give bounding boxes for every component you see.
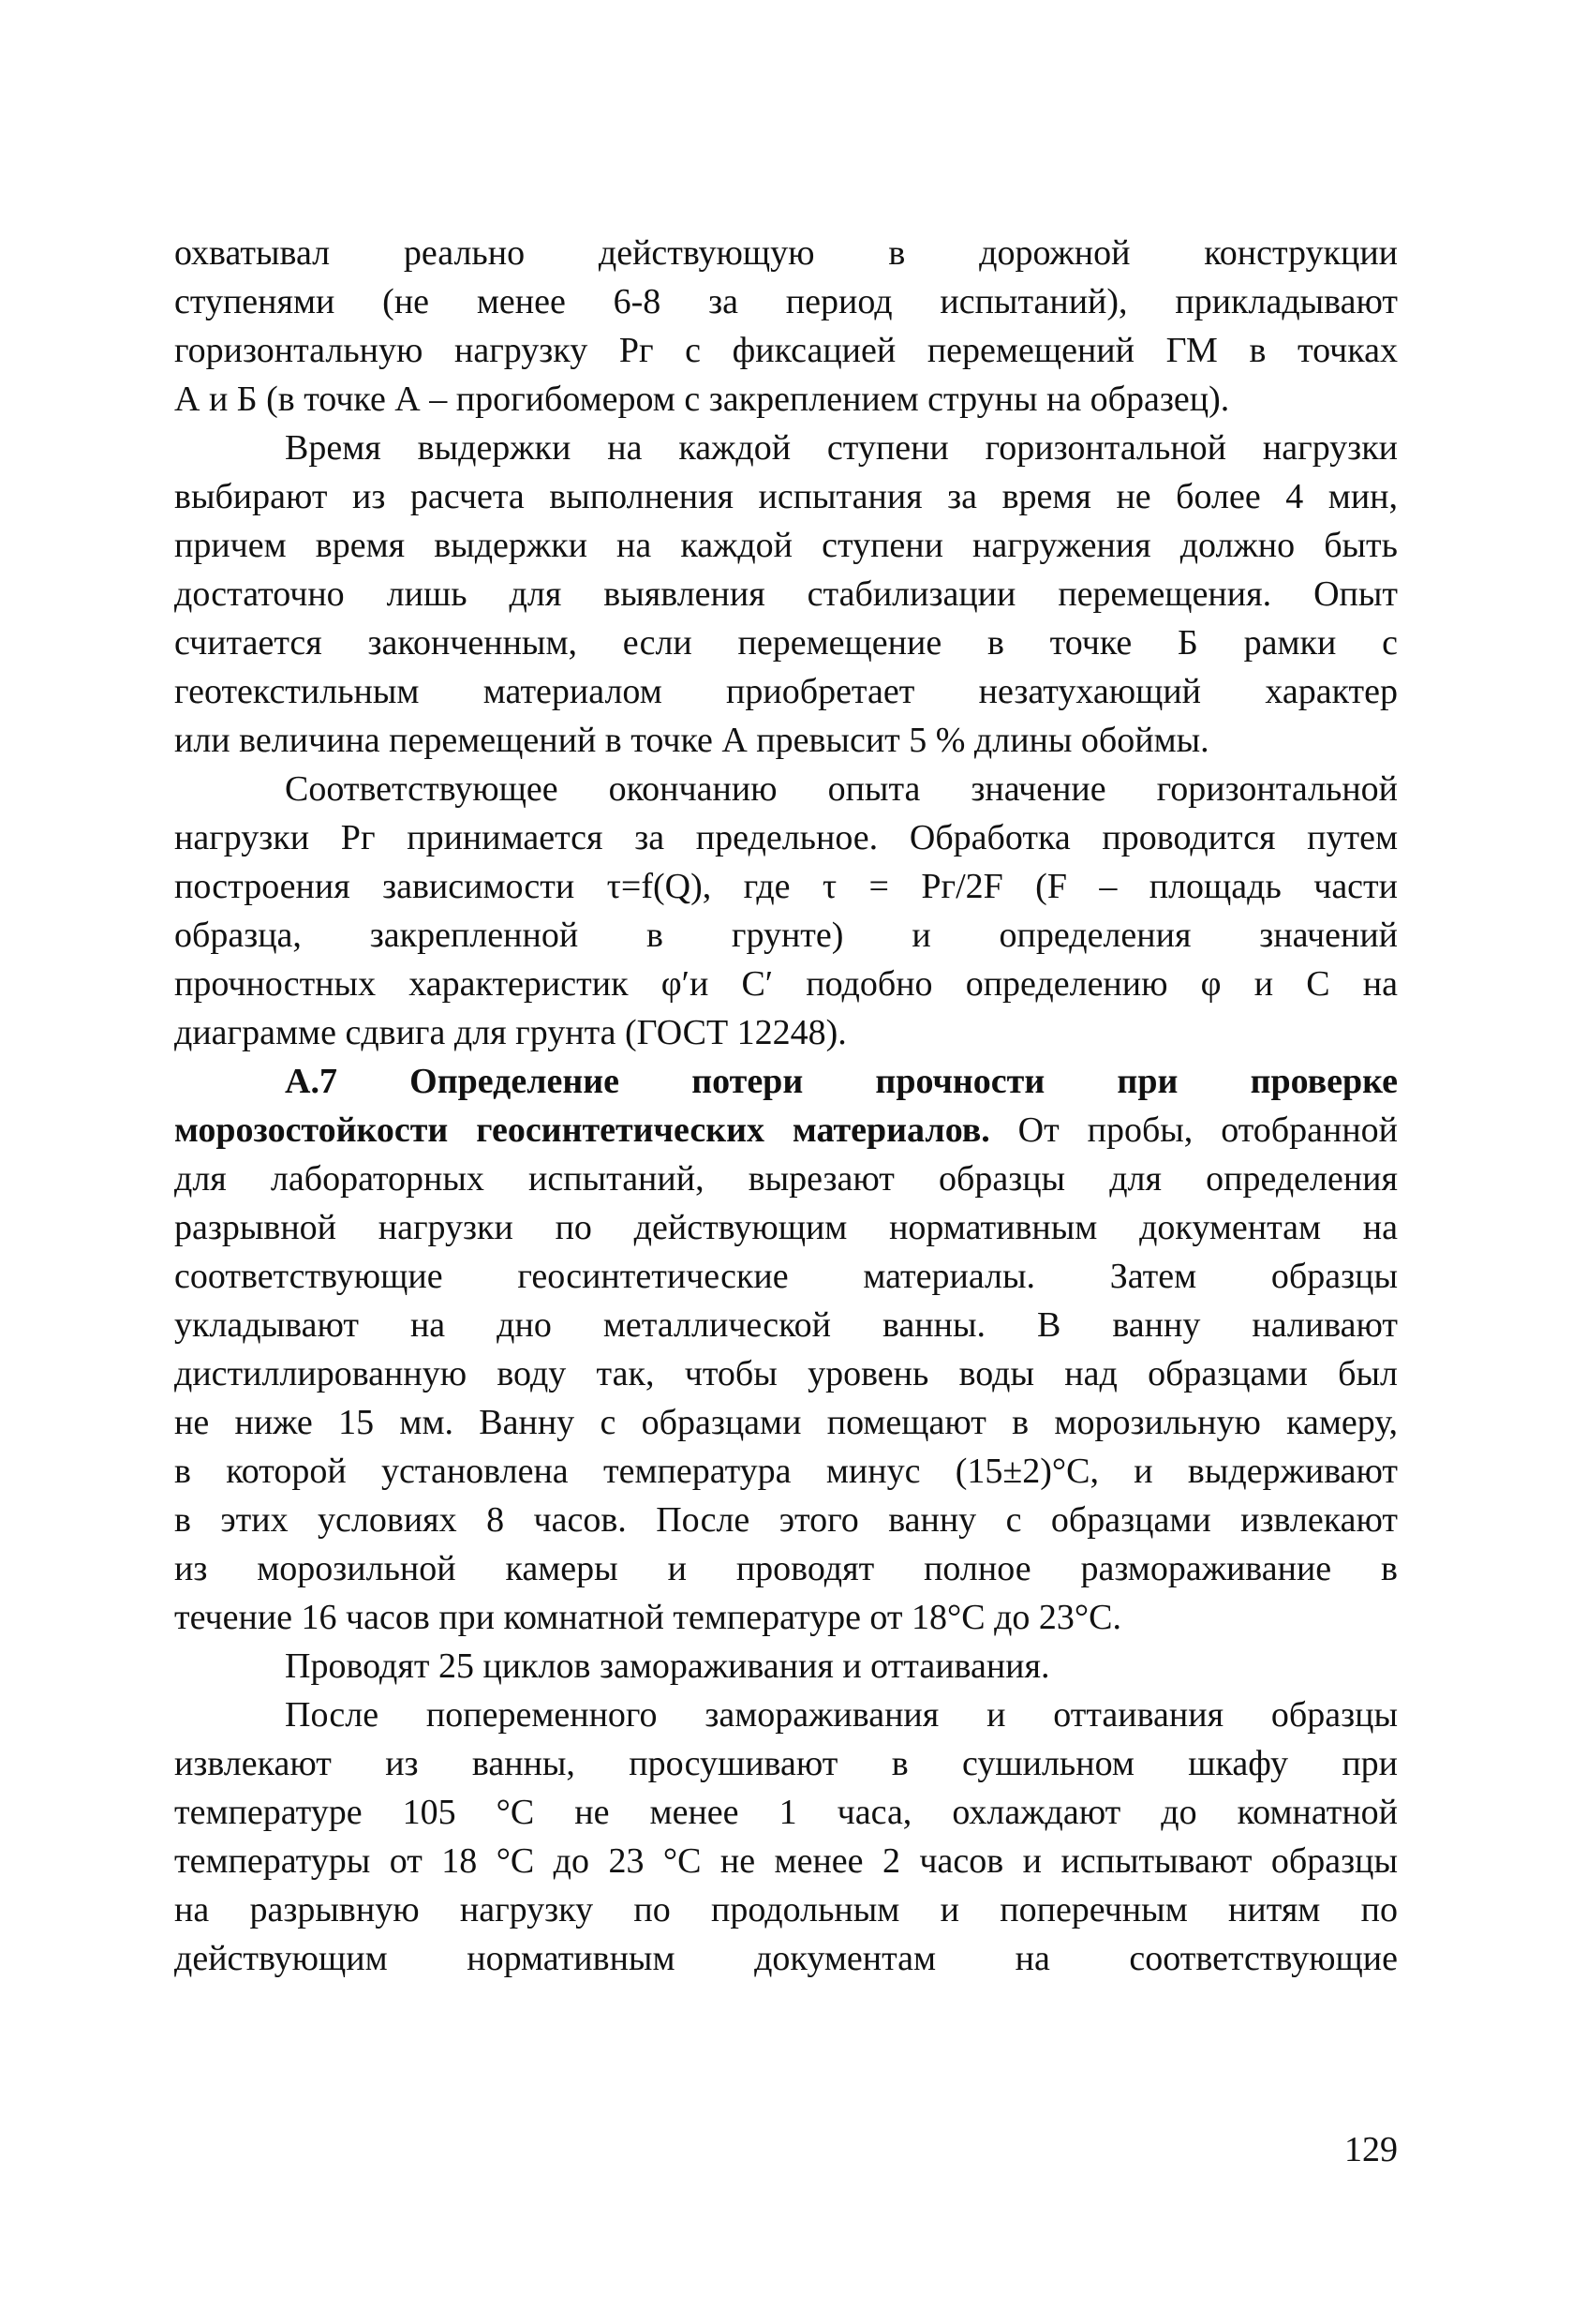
text-line: для лабораторных испытаний, вырезают образцы для определения [174,1159,1398,1199]
section-heading-text: морозостойкости геосинтетических материалов. [174,1110,990,1150]
text-line: соответствующие геосинтетические материалы. Затем образцы [174,1257,1398,1296]
text-line: А.7 Определение потери прочности при проверке [285,1062,1398,1101]
text-line: прочностных характеристик φ′и С′ подобно определению φ и С на [174,964,1398,1004]
text-line: или величина перемещений в точке А превысит 5 % длины обоймы. [174,721,1209,760]
text-line: температуры от 18 °С до 23 °С не менее 2 часов и испытывают образцы [174,1841,1398,1881]
text-line: считается законченным, если перемещение в точке Б рамки с [174,623,1398,663]
text-line: не ниже 15 мм. Ванну с образцами помещают в морозильную камеру, [174,1403,1398,1442]
text-line: выбирают из расчета выполнения испытания за время не более 4 мин, [174,477,1398,516]
text-line: После попеременного замораживания и оттаивания образцы [285,1695,1398,1735]
text-line: построения зависимости τ=f(Q), где τ = Pг/2F (F – площадь части [174,867,1398,906]
text-line: в этих условиях 8 часов. После этого ванну с образцами извлекают [174,1500,1398,1540]
text-line: укладывают на дно металлической ванны. В ванну наливают [174,1305,1398,1345]
text-line: из морозильной камеры и проводят полное размораживание в [174,1549,1398,1588]
page-number: 129 [1344,2130,1398,2169]
text-line: на разрывную нагрузку по продольным и поперечным нитям по [174,1890,1398,1929]
text-line: Время выдержки на каждой ступени горизонтальной нагрузки [285,428,1398,468]
text-line: течение 16 часов при комнатной температуре от 18°С до 23°С. [174,1598,1121,1637]
text-line: охватывал реально действующую в дорожной конструкции [174,233,1398,273]
text-line: горизонтальную нагрузку Pг с фиксацией перемещений ГМ в точках [174,331,1398,370]
text-line: нагрузки Pг принимается за предельное. Обработка проводится путем [174,818,1398,857]
text-line: достаточно лишь для выявления стабилизации перемещения. Опыт [174,574,1398,614]
text-line: геотекстильным материалом приобретает незатухающий характер [174,672,1398,711]
text-line: причем время выдержки на каждой ступени нагружения должно быть [174,526,1398,565]
text-line [174,1106,1398,1155]
text-line: диаграмме сдвига для грунта (ГОСТ 12248). [174,1013,847,1052]
text-line: Соответствующее окончанию опыта значение горизонтальной [285,769,1398,809]
line-text: От пробы, отобранной [989,1110,1398,1150]
text-line: действующим нормативным документам на соответствующие [174,1939,1398,1978]
body-text [174,229,1398,1983]
text-line: ступенями (не менее 6-8 за период испытаний), прикладывают [174,282,1398,321]
text-line: температуре 105 °С не менее 1 часа, охлаждают до комнатной [174,1793,1398,1832]
text-line: образца, закрепленной в грунте) и определения значений [174,916,1398,955]
text-line: дистиллированную воду так, чтобы уровень воды над образцами был [174,1354,1398,1393]
text-line: в которой установлена температура минус (15±2)°С, и выдерживают [174,1452,1398,1491]
text-line: извлекают из ванны, просушивают в сушильном шкафу при [174,1744,1398,1783]
text-line: Проводят 25 циклов замораживания и оттаивания. [285,1646,1050,1686]
text-line: разрывной нагрузки по действующим нормативным документам на [174,1208,1398,1247]
text-line: А и Б (в точке А – прогибомером с закреплением струны на образец). [174,380,1230,419]
